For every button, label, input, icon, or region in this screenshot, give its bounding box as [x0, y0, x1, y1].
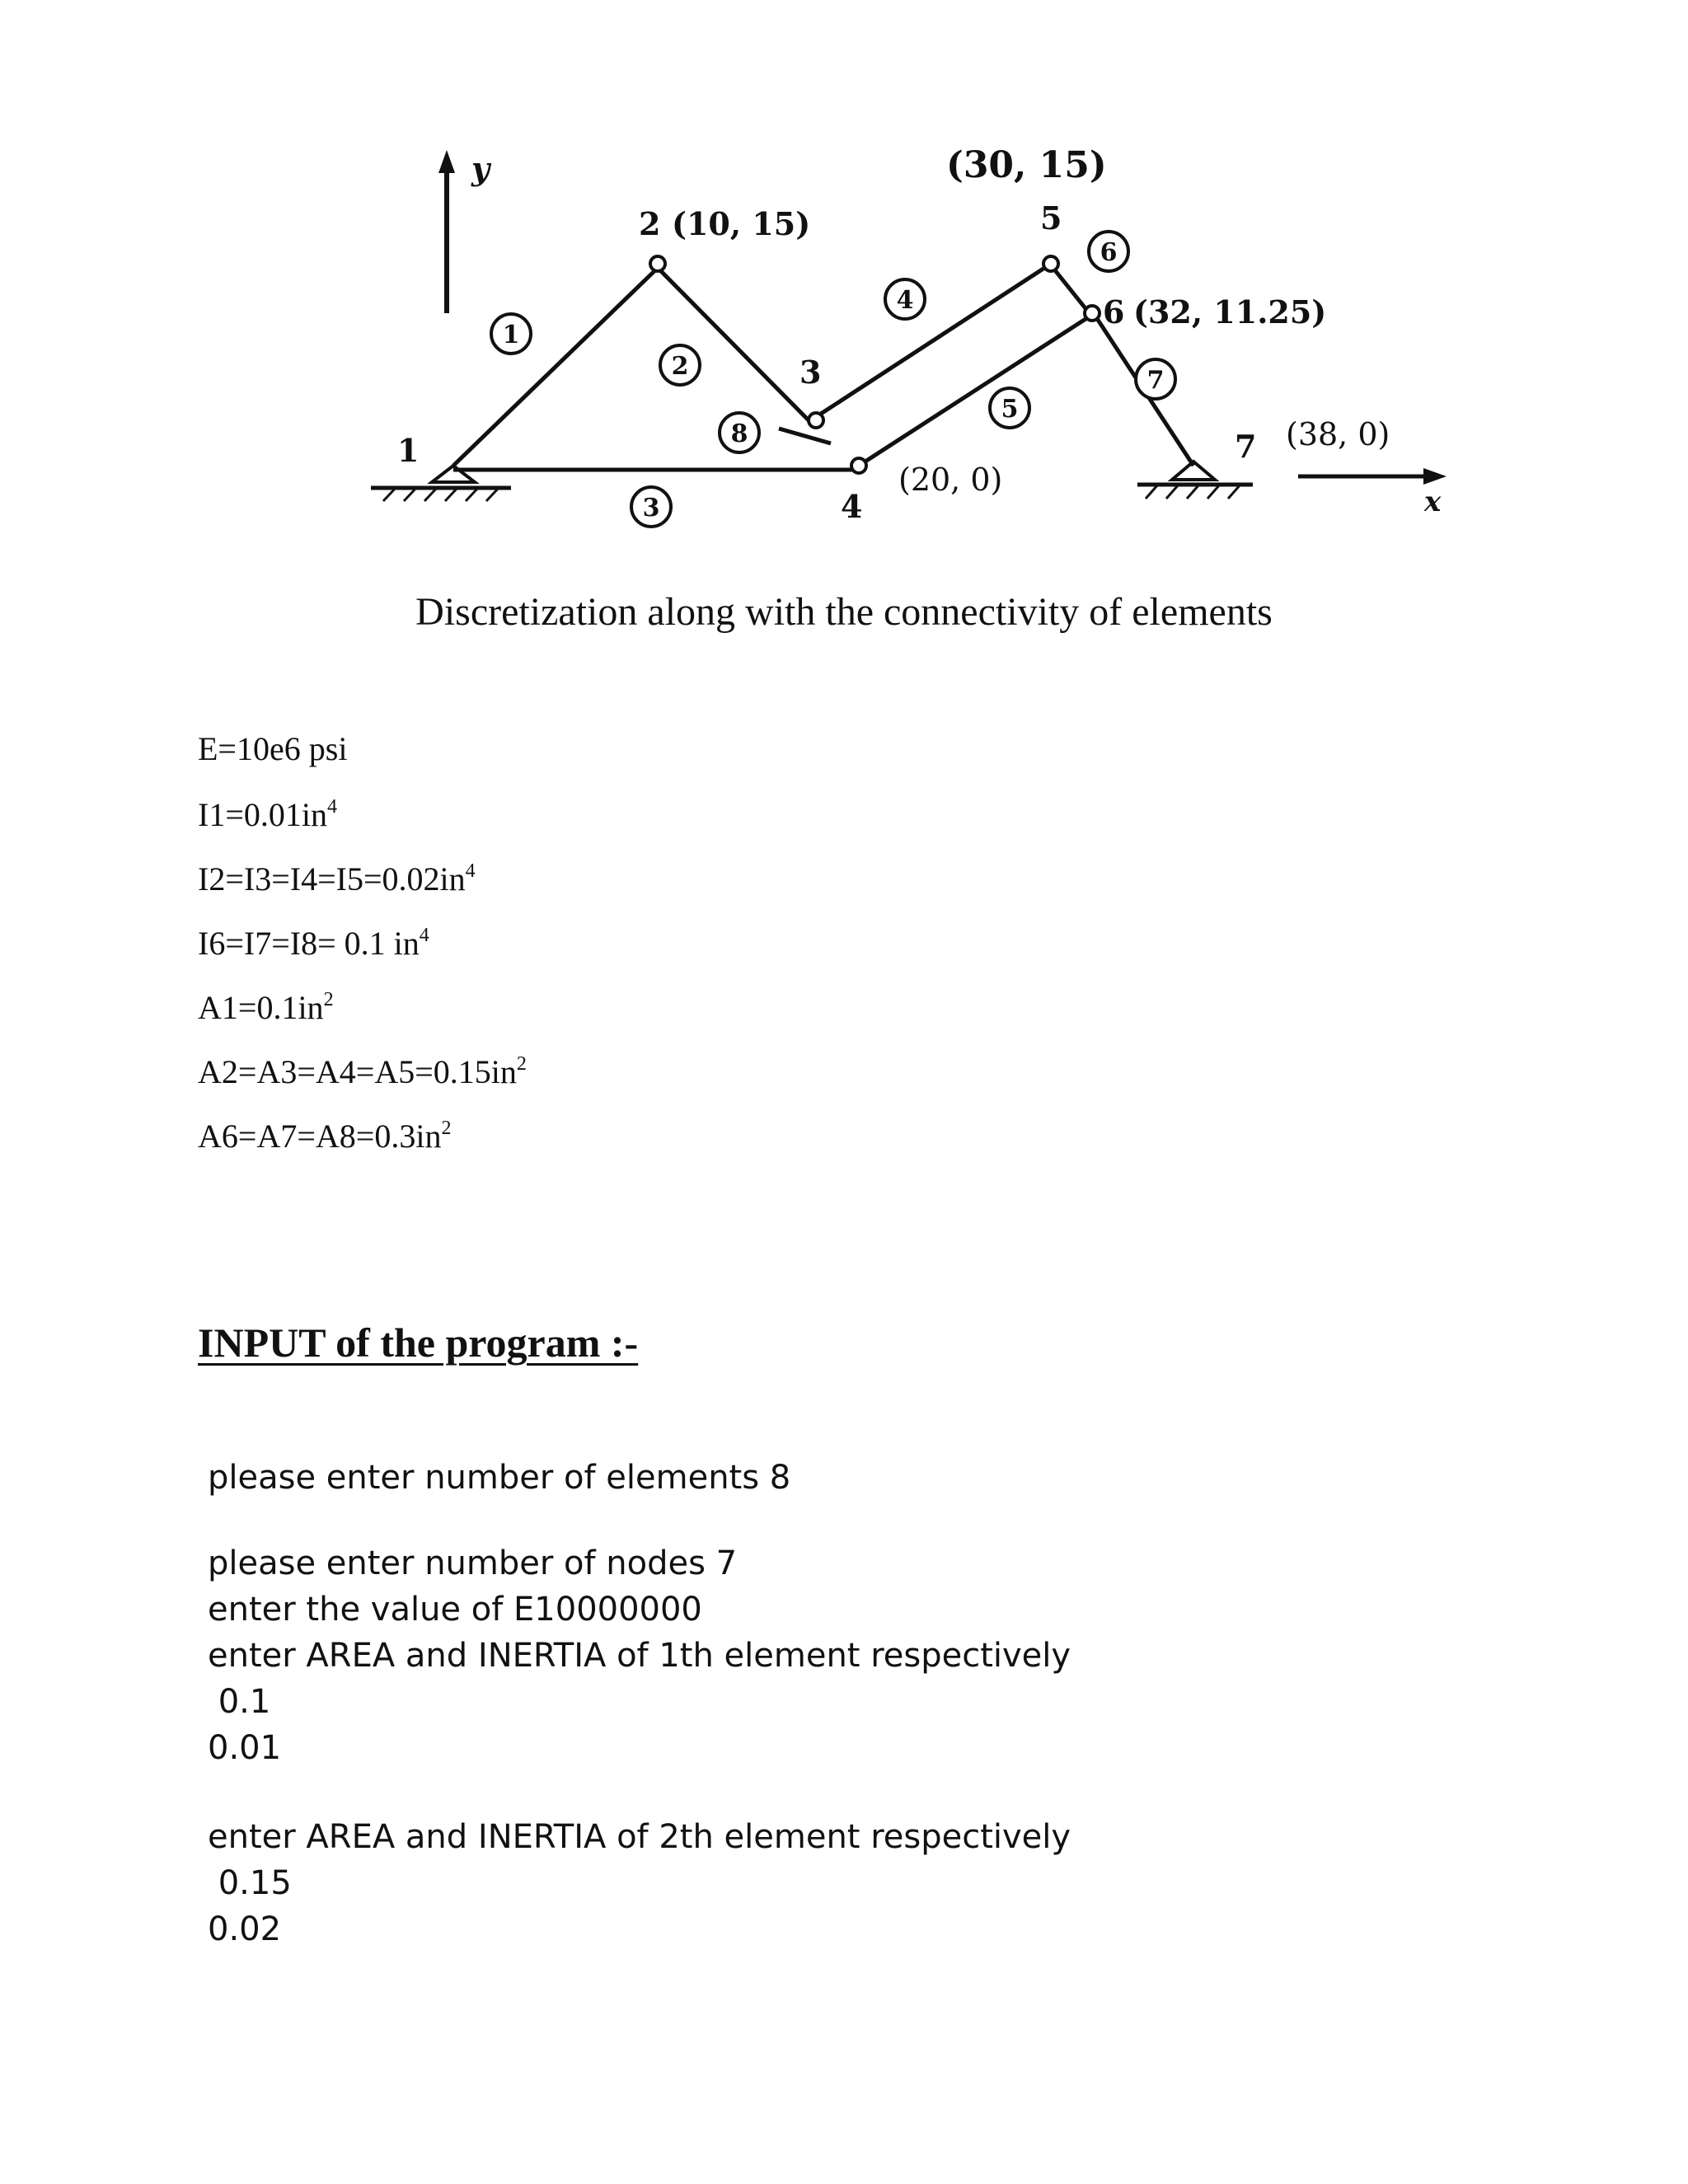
console-line: 0.1 [208, 1683, 271, 1721]
property-a1-text: A1=0.1in [198, 989, 324, 1026]
property-a2-a5-text: A2=A3=A4=A5=0.15in [198, 1053, 517, 1090]
property-i6-i8-exponent: 4 [419, 925, 429, 946]
node-5-coordinates: (30, 15) [946, 144, 1107, 186]
input-section-heading: INPUT of the program :- [198, 1319, 639, 1366]
node-1-label: 1 [397, 432, 420, 469]
node-2-marker [650, 256, 665, 271]
pin-support-node-7 [1137, 462, 1253, 499]
property-e: E=10e6 psi [198, 730, 348, 767]
property-i6-i8 [198, 924, 429, 963]
console-line: 0.01 [208, 1729, 282, 1767]
y-axis-label: y [471, 150, 490, 187]
property-a2-a5-exponent: 2 [516, 1053, 527, 1075]
property-a1 [198, 988, 334, 1027]
element-2-number: 2 [671, 352, 689, 381]
figure-caption: Discretization along with the connectivity of elements [415, 590, 1273, 634]
console-line: 0.15 [208, 1864, 292, 1902]
property-i2-i5-text: I2=I3=I4=I5=0.02in [198, 860, 466, 898]
console-line: enter AREA and INERTIA of 2th element respectively [208, 1818, 1071, 1856]
element-8-number: 8 [730, 419, 748, 448]
node-6-label: 6 [1103, 293, 1125, 330]
node-4-marker [851, 458, 866, 473]
node-2-coordinates: (10, 15) [672, 205, 811, 242]
property-i2-i5 [198, 860, 476, 898]
property-i1-exponent: 4 [327, 796, 337, 818]
y-axis-arrowhead [438, 150, 455, 173]
element-6-number: 6 [1100, 238, 1118, 267]
node-7-label: 7 [1235, 428, 1257, 465]
console-line: 0.02 [208, 1910, 282, 1948]
property-a6-a8-exponent: 2 [441, 1118, 452, 1139]
x-axis-arrowhead [1423, 468, 1447, 485]
node-5-label: 5 [1040, 199, 1062, 237]
element-markers [491, 232, 1175, 527]
element-1-number: 1 [502, 321, 520, 349]
truss-diagram [354, 132, 1475, 560]
member-6 [1055, 270, 1088, 312]
element-5-number: 5 [1001, 395, 1019, 424]
x-axis-label: x [1424, 485, 1442, 518]
node-4-label: 4 [841, 488, 863, 525]
property-i6-i8-text: I6=I7=I8= 0.1 in [198, 925, 420, 962]
member-5 [859, 313, 1095, 466]
node-3-label: 3 [799, 354, 822, 391]
element-7-number: 7 [1146, 366, 1165, 395]
truss-members [453, 265, 1193, 470]
property-a6-a8-text: A6=A7=A8=0.3in [198, 1118, 442, 1155]
property-a6-a8 [198, 1117, 451, 1155]
member-1 [453, 268, 658, 466]
console-line: enter the value of E10000000 [208, 1591, 702, 1629]
member-8-arrow [779, 429, 831, 443]
node-7-coordinates: (38, 0) [1286, 416, 1390, 452]
property-i1 [198, 795, 337, 834]
node-6-marker [1085, 306, 1100, 321]
console-line: please enter number of nodes 7 [208, 1544, 738, 1582]
property-a2-a5 [198, 1052, 527, 1091]
console-line: enter AREA and INERTIA of 1th element respectively [208, 1637, 1071, 1675]
truss-diagram-svg [354, 132, 1475, 560]
property-a1-exponent: 2 [323, 989, 334, 1010]
element-4-number: 4 [896, 286, 914, 315]
node-6-coordinates: (32, 11.25) [1133, 293, 1327, 330]
property-i2-i5-exponent: 4 [465, 860, 476, 882]
node-3-marker [809, 413, 823, 428]
node-markers [650, 256, 1100, 473]
node-5-marker [1043, 256, 1058, 271]
console-line: please enter number of elements 8 [208, 1459, 791, 1497]
node-2-label: 2 [639, 205, 661, 242]
node-4-coordinates: (20, 0) [898, 462, 1003, 498]
element-3-number: 3 [642, 494, 660, 523]
property-i1-text: I1=0.01in [198, 796, 327, 833]
